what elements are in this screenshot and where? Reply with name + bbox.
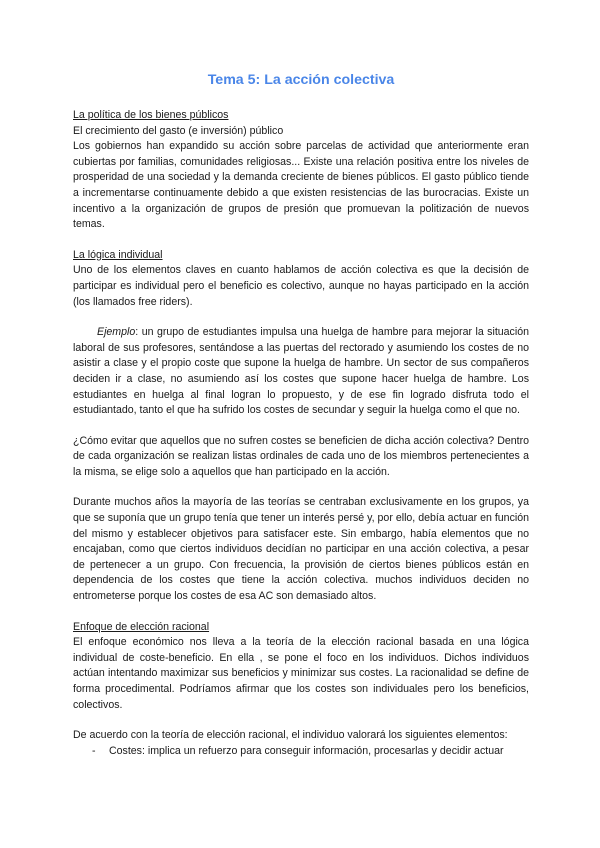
- section-subheading-gasto: El crecimiento del gasto (e inversión) público: [73, 124, 284, 137]
- list-item: [92, 744, 529, 760]
- bullet-text: Costes: implica un refuerzo para conseguir información, procesarlas y decidir actuar: [109, 744, 504, 757]
- page-title: Tema 5: La acción colectiva: [207, 72, 395, 88]
- ejemplo-text: : un grupo de estudiantes impulsa una huelga de hambre para mejorar la situación laboral de sus profesores, sentándose a las puertas del rectorado y asumiendo los costes de no asistir a clase y el propio coste que supone la huelga de hambre. Un sector de sus compañeros deciden ir a clase, no asumiendo así los costes que supone hacer huelga de hambre. Los estudiantes en huelga al final logran lo propuesto, y de ese fin logrado disfruta todo el estudiantado, tanto el que ha sufrido los costes de secundar y seguir la huelga como el que no.: [73, 326, 529, 417]
- paragraph-ejemplo: [73, 325, 529, 419]
- paragraph-elementos-claves: Uno de los elementos claves en cuanto hablamos de acción colectiva es que la decisión de participar es individual pero el beneficio es colectivo, aunque no hayas participado en la acción (los llamados free riders).: [73, 264, 529, 308]
- section-heading-eleccion-racional: Enfoque de elección racional: [73, 620, 210, 633]
- section-heading-bienes-publicos: La política de los bienes públicos: [73, 109, 229, 121]
- paragraph-enfoque-economico: El enfoque económico nos lleva a la teoría de la elección racional basada en una lógica individual de coste-beneficio. En ella , se pone el foco en los individuos. Dichos individuos actúan intentando maximizar sus beneficios y minimizar sus costes. La racionalidad se define de forma procedimental. Podríamos afirmar que los costes son individuales pero los beneficios, colectivos.: [73, 636, 529, 711]
- paragraph-como-evitar: ¿Cómo evitar que aquellos que no sufren costes se beneficien de dicha acción colectiva? Dentro de cada organización se realizan listas ordinales de cada uno de los miembros pertenecientes a la misma, se elige solo a aquellos que han participado en la acción.: [73, 434, 529, 478]
- ejemplo-label: Ejemplo: [97, 326, 136, 339]
- paragraph-gobiernos: Los gobiernos han expandido su acción sobre parcelas de actividad que anteriormente eran cubiertas por familias, comunidades religiosas... Existe una relación positiva entre los niveles de prosperidad de una sociedad y la demanda creciente de bienes públicos. El gasto público tiende a incrementarse continuamente debido a que existen resistencias de las burocracias. Existe un incentivo a la organización de grupos de presión que promuevan la politización de nuevos temas.: [73, 140, 529, 231]
- bullet-marker: -: [92, 744, 96, 757]
- paragraph-durante-muchos-anos: Durante muchos años la mayoría de las teorías se centraban exclusivamente en los grupos, ya que se suponía que un grupo tenía que tener un interés persé y, por ello, debía actuar en función del mismo y establecer objetivos para satisfacer este. Sin embargo, había elementos que no encajaban, como que ciertos individuos decidían no participar en una acción colectiva, a pesar de pertenecer a un grupo. Con frecuencia, la provisión de ciertos bienes públicos están en dependencia de los costes que tiene la acción colectiva. muchos individuos deciden no entrometerse porque los costes de esa AC son demasiado altos.: [73, 496, 529, 603]
- paragraph-de-acuerdo: De acuerdo con la teoría de elección racional, el individuo valorará los siguientes elementos:: [73, 729, 508, 742]
- document-body: [73, 70, 529, 759]
- section-heading-logica-individual: La lógica individual: [73, 248, 163, 261]
